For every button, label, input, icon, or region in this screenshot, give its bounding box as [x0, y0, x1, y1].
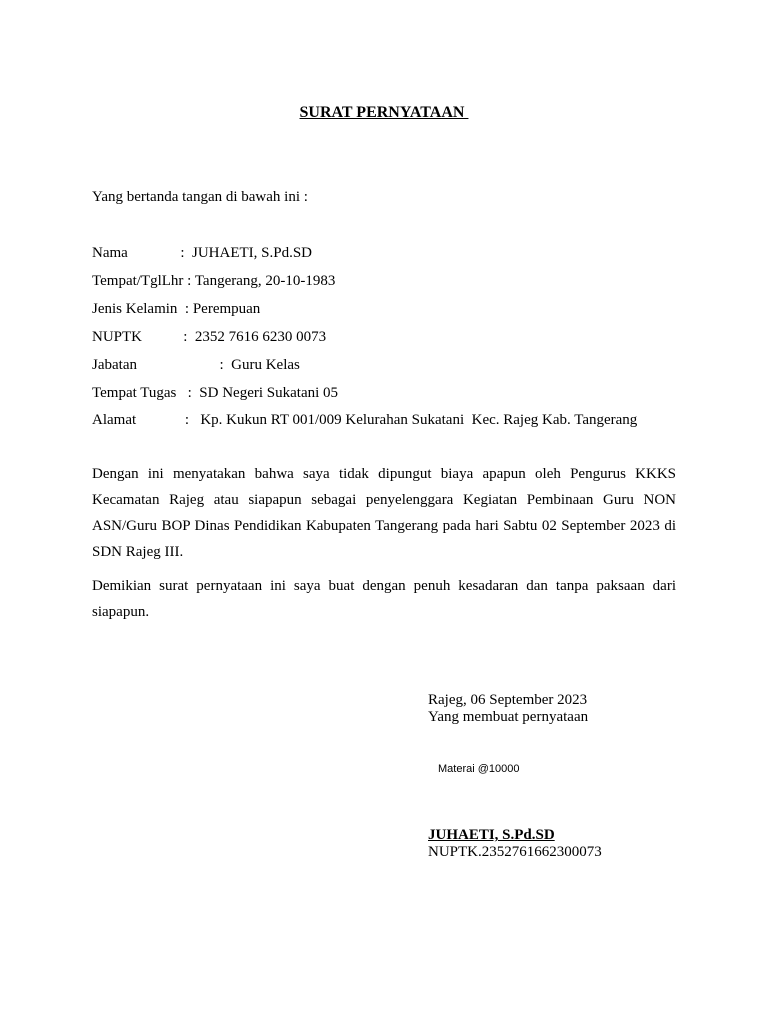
field-tempat-tugas: Tempat Tugas : SD Negeri Sukatani 05	[92, 385, 339, 401]
field-alamat: Alamat : Kp. Kukun RT 001/009 Kelurahan Sukatani Kec. Rajeg Kab. Tangerang	[92, 412, 638, 428]
closing-paragraph: Demikian surat pernyataan ini saya buat dengan penuh kesadaran dan tanpa paksaan dari siapapun.	[92, 578, 676, 620]
signature-role: Yang membuat pernyataan	[428, 709, 589, 725]
signature-place-date: Rajeg, 06 September 2023	[428, 692, 588, 708]
field-nuptk: NUPTK : 2352 7616 6230 0073	[92, 329, 327, 345]
signatory-name: JUHAETI, S.Pd.SD	[428, 827, 555, 843]
field-jenis-kelamin: Jenis Kelamin : Perempuan	[92, 301, 261, 317]
intro-text: Yang bertanda tangan di bawah ini :	[92, 189, 308, 205]
stamp-duty-label: Materai @10000	[438, 763, 520, 775]
statement-paragraph: Dengan ini menyatakan bahwa saya tidak dipungut biaya apapun oleh Pengurus KKKS Kecamatan Rajeg atau siapapun sebagai penyelenggara Kegiatan Pembinaan Guru NON ASN/Guru BOP Dinas Pendidikan Kabupaten Tangerang pada hari Sabtu 02 September 2023 di SDN Rajeg III.	[92, 466, 676, 560]
field-tempat-tgl-lahir: Tempat/TglLhr : Tangerang, 20-10-1983	[92, 273, 336, 289]
field-jabatan: Jabatan : Guru Kelas	[92, 357, 300, 373]
document-title: SURAT PERNYATAAN	[299, 104, 469, 121]
field-nama: Nama : JUHAETI, S.Pd.SD	[92, 245, 312, 261]
signatory-id: NUPTK.2352761662300073	[428, 844, 602, 860]
